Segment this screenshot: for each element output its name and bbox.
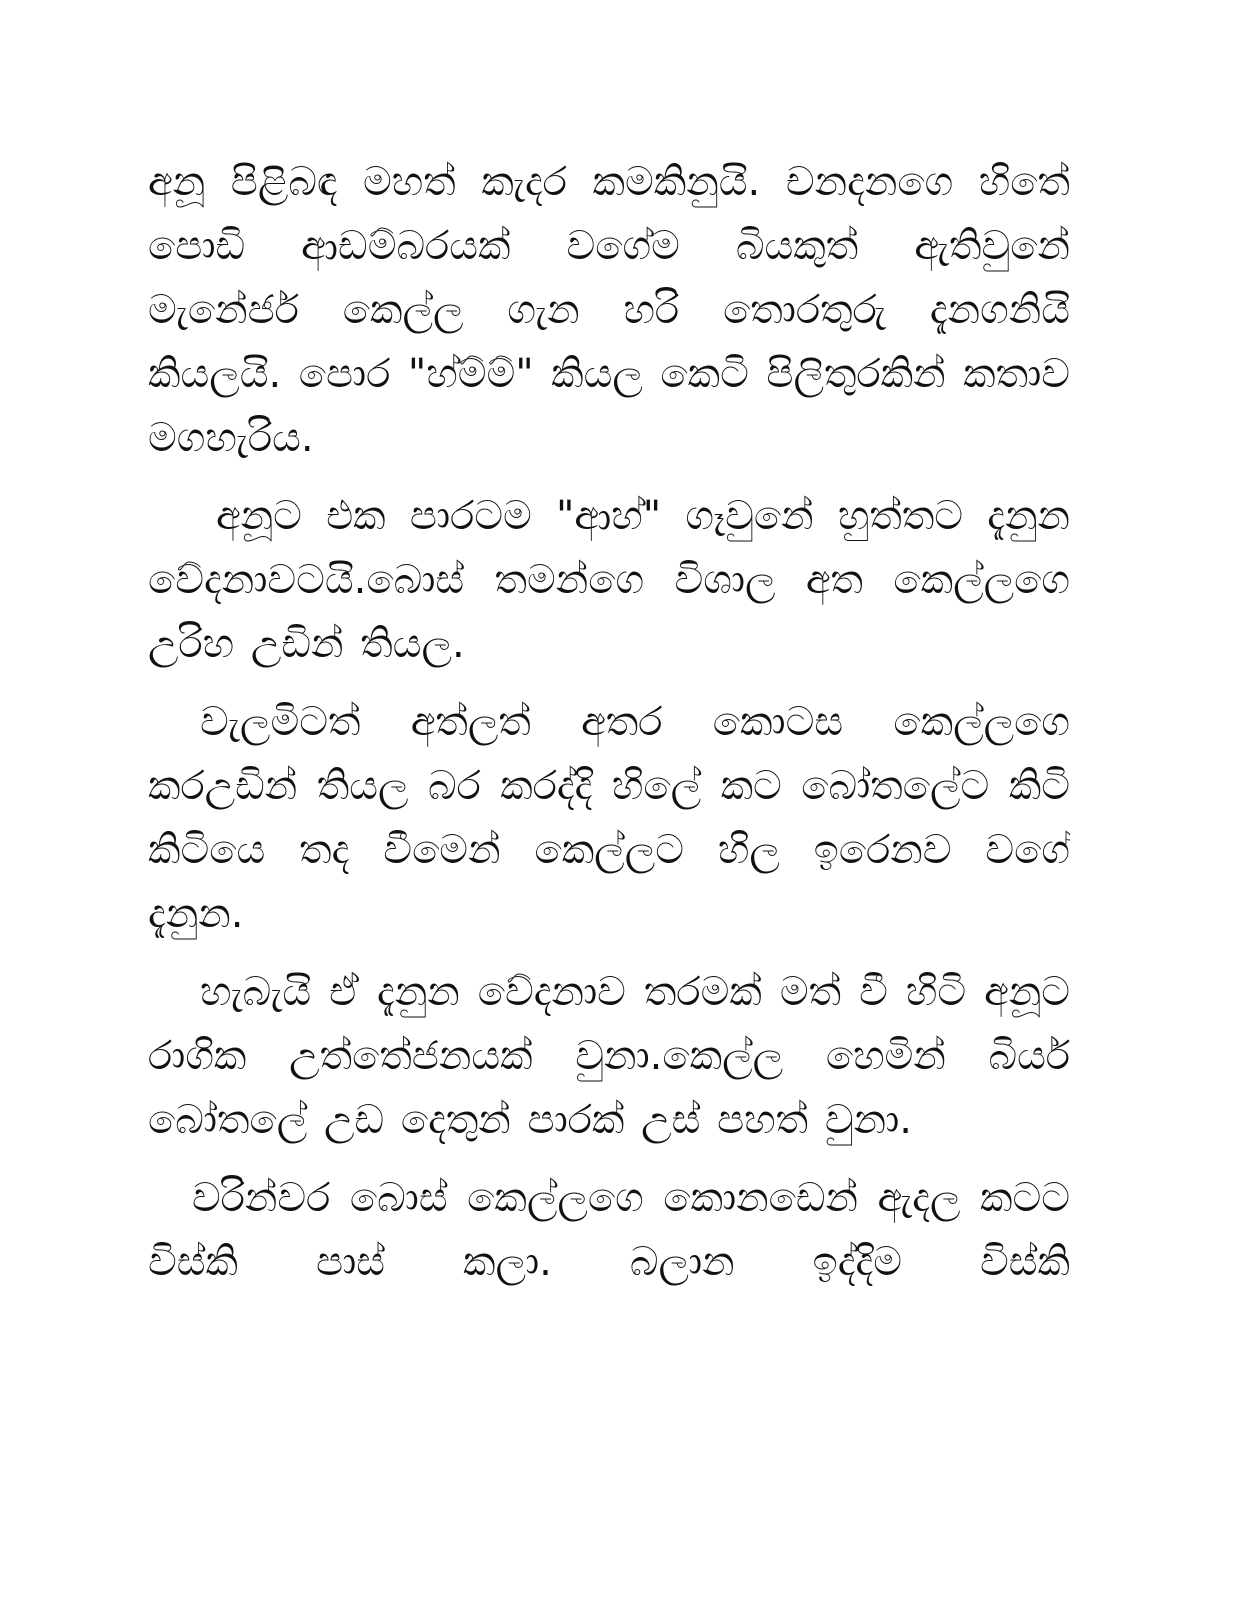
paragraph-1: අනූ පිළිබඳ මහත් කැදර කමකිනුයි. චනදනගෙ හිතේ පොඩි ආඩම්බරයක් වගේම බියකුත් ඇතිවුනේ මැනේජර් කෙල්ල ගැන හරි තොරතුරු දැනගනියි කියලයි. පොර "හ්ම්ම්" කියල කෙටි පිලිතුරකින් කතාව මගහැරිය.	[148, 159, 1070, 461]
paragraph-3: වැලමිටත් අත්ලත් අතර කොටස කෙල්ලගෙ කරඋඩින් තියල බර කරද්දි හිලේ කට බෝතලේට කිටි කිටියෙ තද වීමෙන් කෙල්ලට හිල ඉරෙනව වගේ දැනුන.	[148, 699, 1070, 937]
paragraph-5: වරින්වර බොස් කෙල්ලගෙ කොනඩෙන් ඇදල කටට විස්කි පාස් කලා. බලාන ඉද්දිම විස්කි	[148, 1175, 1070, 1285]
paragraph-4: හැබැයි ඒ දැනුන වේදනාව තරමක් මත් වී හිටි අනූට රාගික උත්තේජනයක් වුනා.කෙල්ල හෙමින් බියර් බෝතලේ උඩ දෙතුන් පාරක් උස් පහත් වුනා.	[148, 969, 1070, 1143]
document-page	[148, 150, 1070, 1450]
paragraph-2: අනූට එක පාරටම "ආහ්" ගෑවුනේ හුත්තට දැනුන වේදනාවටයි.බොස් තමන්ගෙ විශාල අත කෙල්ලගෙ උරිහ උඩින් තියල.	[148, 493, 1070, 667]
